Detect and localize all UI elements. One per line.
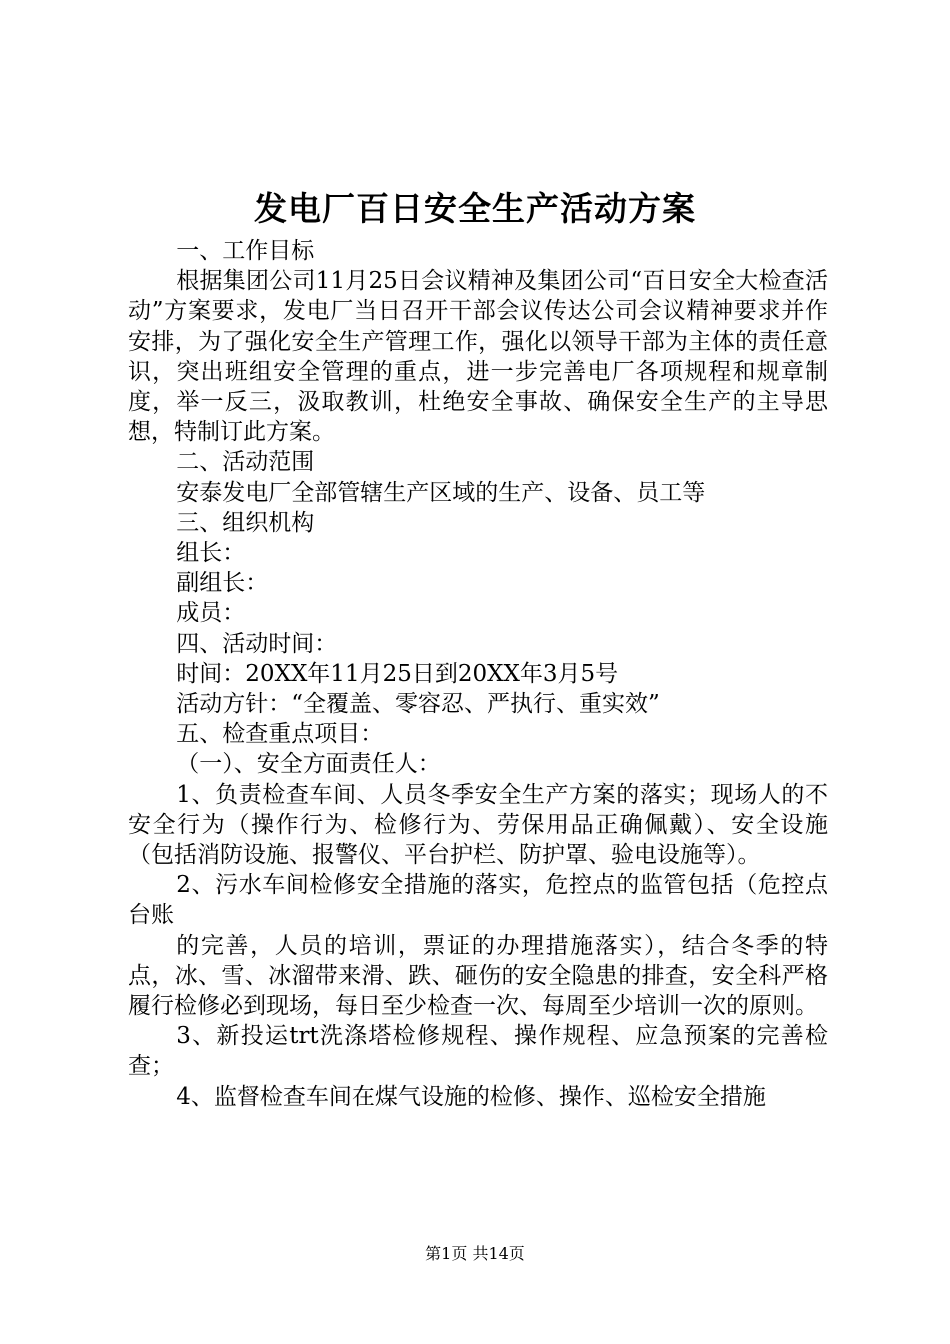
policy-line: 活动方针：“全覆盖、零容忍、严执行、重实效” [176, 691, 660, 718]
paragraph-goals: 根据集团公司11月25日会议精神及集团公司“百日安全大检查活动”方案要求，发电厂当日召开干部会议传达公司会议精神要求并作安排，为了强化安全生产管理工作，强化以领导干部为主体的责任意识，突出班组安全管理的重点，进一步完善电厂各项规程和规章制度，举一反三，汲取教训，杜绝安全事故、确保安全生产的主导思想，特制订此方案。 [128, 268, 828, 446]
subsection-heading-safety: （一）、安全方面责任人： [176, 751, 441, 778]
org-leader-line: 组长： [176, 540, 246, 567]
page-number: 第1页 共14页 [425, 1244, 525, 1263]
section-heading-scope: 二、活动范围 [176, 449, 315, 476]
time-line: 时间：20XX年11月25日到20XX年3月5号 [176, 660, 619, 687]
list-item-2-continued: 的完善，人员的培训，票证的办理措施落实），结合冬季的特点，冰、雪、冰溜带来滑、跌、砸伤的安全隐患的排查，安全科严格履行检修必到现场，每日至少检查一次、每周至少培训一次的原则。 [128, 932, 828, 1020]
org-deputy-leader-line: 副组长： [176, 570, 269, 597]
paragraph-scope: 安泰发电厂全部管辖生产区域的生产、设备、员工等 [176, 479, 706, 506]
list-item-1: 1、负责检查车间、人员冬季安全生产方案的落实；现场人的不安全行为（操作行为、检修行为、劳保用品正确佩戴）、安全设施（包括消防设施、报警仪、平台护栏、防护罩、验电设施等）。 [128, 781, 828, 869]
list-item-2: 2、污水车间检修安全措施的落实，危控点的监管包括（危控点台账 [128, 872, 828, 929]
section-heading-organization: 三、组织机构 [176, 509, 315, 536]
list-item-4: 4、监督检查车间在煤气设施的检修、操作、巡检安全措施 [176, 1083, 766, 1110]
document-title: 发电厂百日安全生产活动方案 [254, 189, 696, 228]
section-heading-time: 四、活动时间： [176, 630, 338, 657]
document-body [128, 236, 828, 1112]
section-heading-inspection: 五、检查重点项目： [176, 721, 384, 748]
org-members-line: 成员： [176, 600, 246, 627]
section-heading-goals: 一、工作目标 [176, 238, 315, 264]
list-item-3: 3、新投运trt洗涤塔检修规程、操作规程、应急预案的完善检查； [128, 1023, 828, 1080]
